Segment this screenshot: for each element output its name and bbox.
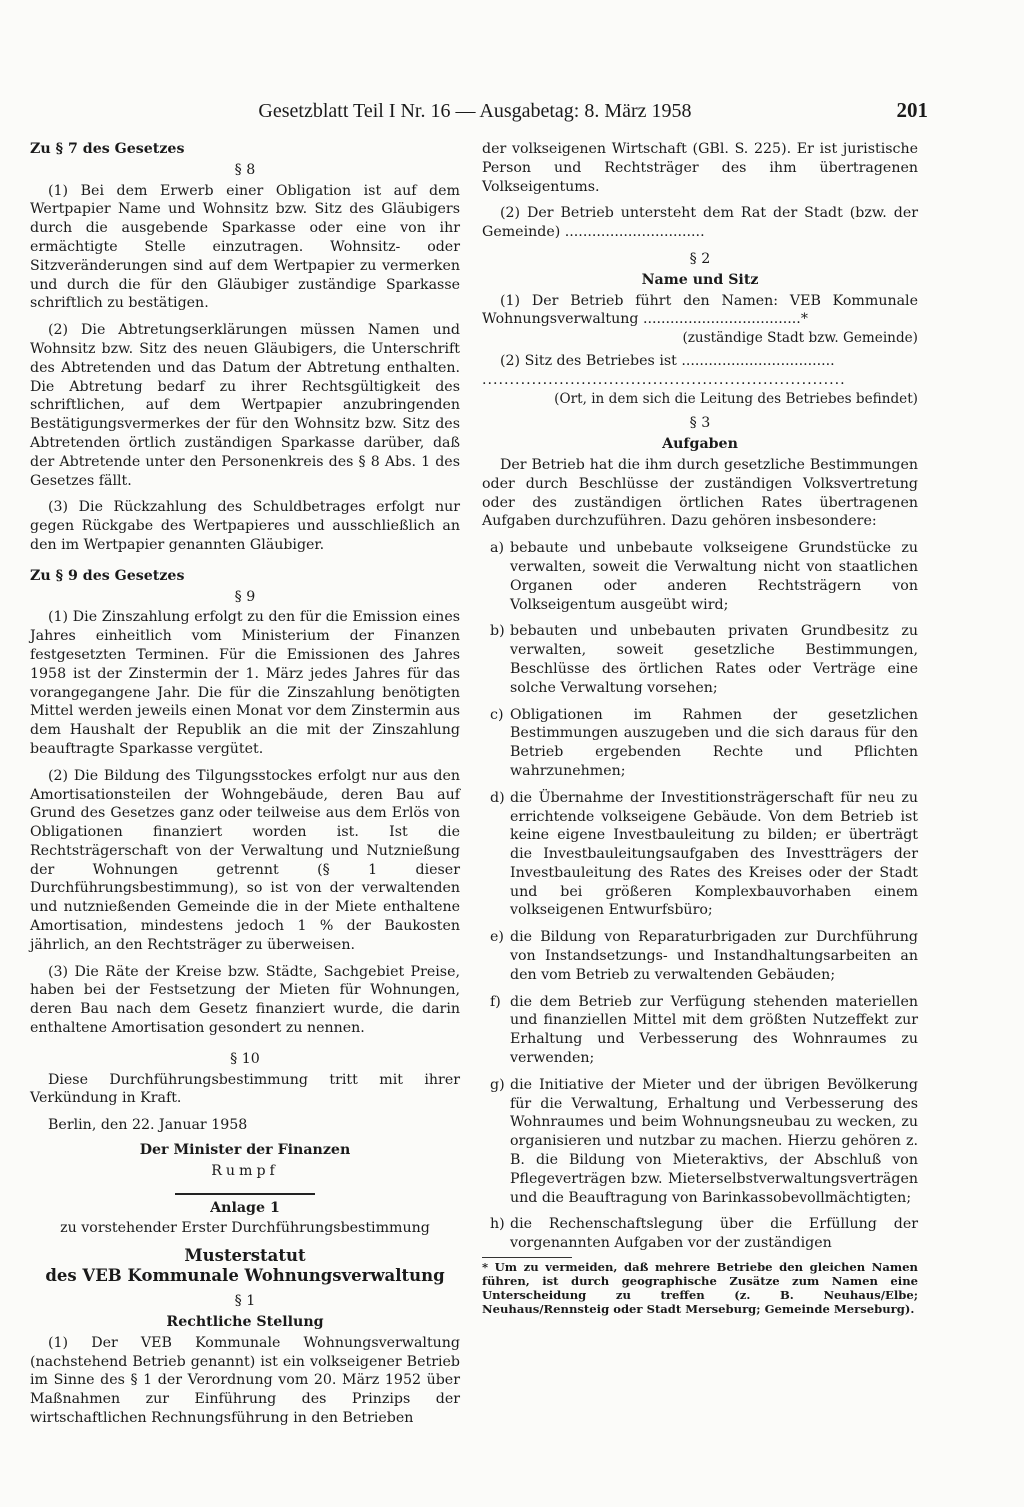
minister-name: Rumpf — [211, 1162, 279, 1179]
list-item — [482, 706, 918, 781]
s2-paragraph-2-caption: (Ort, in dem sich die Leitung des Betriebes befindet) — [554, 390, 918, 407]
place-date: Berlin, den 22. Januar 1958 — [48, 1117, 248, 1134]
s2-paragraph-2-dots: .................................................................. — [482, 371, 846, 388]
paragraph-number-2: § 2 — [689, 250, 711, 267]
list-item-text: die Übernahme der Investitionsträgerschaft für neu zu errichtende volkseigene Gebäude. Von dem Betrieb ist keine eigene Investbauleitung zu bilden; er überträgt die Investbauleitungsaufgaben des Investträgers der Investbauleitung des Rates des Kreises oder der Stadt und bei größeren Komplexbauvorhaben einem volkseigenen Entwurfsbüro; — [510, 789, 918, 919]
list-item-text: bebauten und unbebauten privaten Grundbesitz zu verwalten, soweit gesetzliche Bestimmungen, Beschlüsse des örtlichen Rates oder Verträge eine solche Verwaltung vorsehen; — [510, 623, 918, 696]
section-heading-zu7: Zu § 7 des Gesetzes — [30, 141, 185, 157]
list-item-text: Obligationen im Rahmen der gesetzlichen Bestimmungen auszugeben und die sich daraus für den Betrieb ergebenden Rechte und Pflichten wahrzunehmen; — [510, 706, 918, 779]
s9-paragraph-1: (1) Die Zinszahlung erfolgt zu den für die Emission eines Jahres einheitlich vom Ministerium der Finanzen festgesetzten Terminen. Für die Emissionen des Jahres 1958 ist der Zinstermin der 1. März jedes Jahres für das vorangegangene Jahr. Die für die Zinszahlung benötigten Mittel werden jeweils einen Monat vor dem Zinstermin aus dem Haushalt der Republik an die mit der Zinszahlung beauftragte Sparkasse vergütet. — [30, 609, 460, 757]
s8-paragraph-1: (1) Bei dem Erwerb einer Obligation ist auf dem Wertpapier Name und Wohnsitz bzw. Sitz des Gläubigers durch die ausgebende Sparkasse oder eine von ihr ermächtigte Stelle einzutragen. Wohnsitz- oder Sitzveränderungen sind auf dem Wertpapier zu vermerken und durch die für den Gläubiger zuständige Sparkasse schriftlich zu bestätigen. — [30, 182, 460, 312]
paragraph-number-10: § 10 — [230, 1050, 260, 1067]
s2-title: Name und Sitz — [641, 271, 759, 288]
right-column — [482, 140, 918, 1316]
list-item — [482, 622, 918, 697]
list-item-label: f) — [490, 993, 501, 1010]
section-heading-zu9: Zu § 9 des Gesetzes — [30, 567, 185, 584]
list-item-text: die Rechenschaftslegung über die Erfüllung der vorgenannten Aufgaben vor der zuständigen — [510, 1216, 918, 1252]
list-item-label: g) — [490, 1076, 505, 1093]
list-item — [482, 993, 918, 1068]
paragraph-number-8: § 8 — [234, 161, 256, 178]
paragraph-number-9: § 9 — [234, 588, 256, 605]
s3-title: Aufgaben — [662, 436, 738, 453]
paragraph-number-3: § 3 — [689, 415, 711, 432]
s1-paragraph-2: (2) Der Betrieb untersteht dem Rat der Stadt (bzw. der Gemeinde) ............................... — [482, 205, 918, 241]
left-column — [30, 140, 460, 1436]
footnote-rule — [482, 1257, 572, 1258]
musterstatut-subtitle: des VEB Kommunale Wohnungsverwaltung — [45, 1266, 445, 1286]
s9-paragraph-3: (3) Die Räte der Kreise bzw. Städte, Sachgebiet Preise, haben bei der Festsetzung der Mieten für Wohnungen, deren Bau nach dem Gesetz finanziert wurde, die darin enthaltene Amortisation gesondert zu nennen. — [30, 963, 460, 1037]
list-item-label: e) — [490, 929, 504, 946]
list-item-label: c) — [490, 706, 504, 723]
running-header: Gesetzblatt Teil I Nr. 16 — Ausgabetag: 8. März 1958 — [258, 100, 692, 122]
list-item-text: die dem Betrieb zur Verfügung stehenden materiellen und finanziellen Mittel mit dem größten Nutzeffekt zur Erhaltung und Verbesserung des Wohnraumes zu verwenden; — [510, 993, 918, 1067]
list-item-label: a) — [490, 540, 504, 557]
separator-rule — [175, 1193, 315, 1195]
s8-paragraph-3: (3) Die Rückzahlung des Schuldbetrages erfolgt nur gegen Rückgabe des Wertpapieres und ausschließlich an den im Wertpapier genannten Gläubiger. — [30, 499, 460, 553]
musterstatut-title: Musterstatut — [184, 1246, 306, 1266]
list-item-label: h) — [490, 1216, 505, 1233]
list-item — [482, 928, 918, 984]
s9-paragraph-2: (2) Die Bildung des Tilgungsstockes erfolgt nur aus den Amortisationsteilen der Wohngebäude, deren Bau auf Grund des Gesetzes ganz oder teilweise aus dem Erlös von Obligationen finanziert worden ist. Ist die Rechtsträgerschaft von der Verwaltung und Nutznießung der Wohnungen getrennt (§ 1 dieser Durchführungsbestimmung), so ist von der verwaltenden und nutznießenden Gemeinde die in der Miete enthaltene Amortisation, mindestens jedoch 1 % der Baukosten jährlich, an den Rechtsträger zu überweisen. — [30, 767, 460, 953]
list-item — [482, 789, 918, 921]
s2-paragraph-1-caption: (zuständige Stadt bzw. Gemeinde) — [682, 330, 918, 347]
s1-paragraph-1: (1) Der VEB Kommunale Wohnungsverwaltung (nachstehend Betrieb genannt) ist ein volkseigener Betrieb im Sinne des § 1 der Verordnung vom 20. März 1952 über Maßnahmen zur Einführung des Prinzips der wirtschaftlichen Rechnungsführung in den Betrieben — [30, 1334, 460, 1427]
anlage-subtitle: zu vorstehender Erster Durchführungsbestimmung — [60, 1220, 430, 1237]
page-number: 201 — [896, 98, 928, 122]
s8-paragraph-2: (2) Die Abtretungserklärungen müssen Namen und Wohnsitz bzw. Sitz des neuen Gläubigers, die Unterschrift des Abtretenden und das Datum der Abtretung enthalten. Die Abtretung bedarf zu ihrer Rechtsgültigkeit des schriftlichen, auf dem Wertpapier anzubringenden Bestätigungsvermerkes der für den Wohnsitz bzw. Sitz des Abtretenden örtlich zuständigen Sparkasse darüber, daß der Abtretende unter den Personenkreis des § 8 Abs. 1 des Gesetzes fällt. — [30, 322, 460, 489]
anlage-heading: Anlage 1 — [210, 1199, 280, 1216]
s1-continuation: der volkseigenen Wirtschaft (GBl. S. 225). Er ist juristische Person und Rechtsträger des ihm übertragenen Volkseigentums. — [482, 141, 918, 195]
s2-paragraph-1: (1) Der Betrieb führt den Namen: VEB Kommunale Wohnungsverwaltung ...................................* — [482, 292, 918, 328]
list-item-text: bebaute und unbebaute volkseigene Grundstücke zu verwalten, soweit die Verwaltung nicht von staatlichen Organen oder anderen Rechtsträgern von Volkseigentum ausgeübt wird; — [510, 540, 918, 613]
s1-title: Rechtliche Stellung — [166, 1314, 324, 1331]
list-item-label: b) — [490, 623, 505, 640]
paragraph-number-1: § 1 — [234, 1293, 256, 1310]
s3-intro: Der Betrieb hat die ihm durch gesetzliche Bestimmungen oder durch Beschlüsse der zuständigen Volksvertretung oder des zuständigen örtlichen Rates übertragenen Aufgaben durchzuführen. Dazu gehören insbesondere: — [482, 456, 918, 530]
list-item-text: die Initiative der Mieter und der übrigen Bevölkerung für die Verwaltung, Erhaltung und Verbesserung des Wohnraumes und beim Wohnungsneubau zu wecken, zu organisieren und nutzbar zu machen. Hierzu gehören z. B. die Bildung von Mieteraktivs, der Abschluß von Pflegeverträgen bzw. Mieterselbstverwaltungsverträgen und die Beauftragung von Barinkassobevollmächtigten; — [510, 1076, 918, 1206]
list-item-text: die Bildung von Reparaturbrigaden zur Durchführung von Instandsetzungs- und Instandhaltungsarbeiten an den vom Betrieb zu verwaltenden Gebäuden; — [510, 929, 918, 983]
footnote: * Um zu vermeiden, daß mehrere Betriebe den gleichen Namen führen, ist durch geographische Zusätze zum Namen eine Unterscheidung zu treffen (z. B. Neuhaus/Elbe; Neuhaus/Rennsteig oder Stadt Merseburg; Gemeinde Merseburg). — [482, 1260, 918, 1317]
s2-paragraph-2: (2) Sitz des Betriebes ist .................................. — [500, 352, 835, 369]
list-item — [482, 1076, 918, 1208]
minister-title: Der Minister der Finanzen — [139, 1142, 351, 1159]
s10-paragraph-1: Diese Durchführungsbestimmung tritt mit ihrer Verkündung in Kraft. — [30, 1071, 460, 1107]
list-item — [482, 1215, 918, 1253]
list-item — [482, 539, 918, 614]
list-item-label: d) — [490, 789, 505, 806]
